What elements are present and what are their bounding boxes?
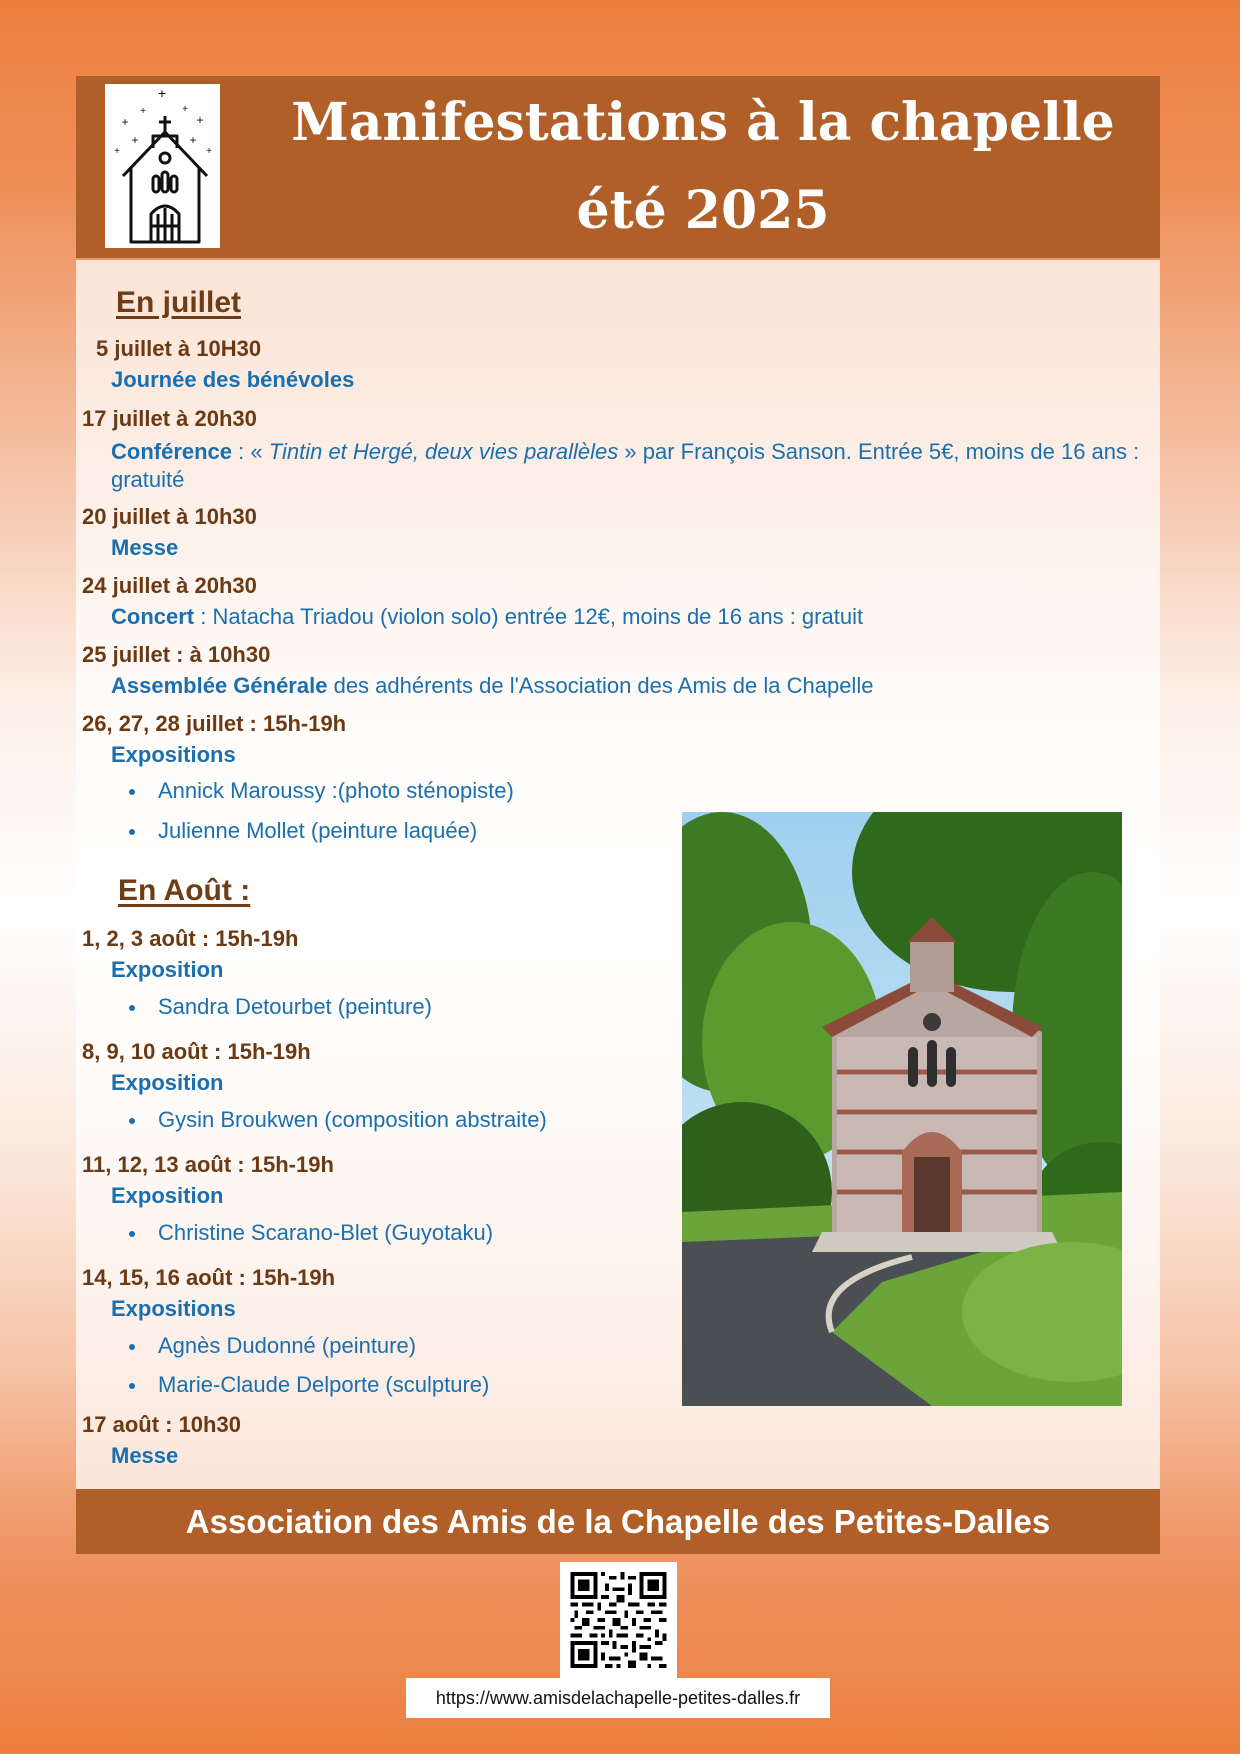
title-line-1: Manifestations à la chapelle [291, 92, 1115, 153]
event-title [111, 956, 223, 984]
svg-text:+: + [121, 115, 129, 129]
event-label: Exposition [111, 1183, 224, 1208]
list-item [158, 1220, 493, 1246]
list-item [158, 1107, 547, 1133]
bullet-icon [129, 1005, 135, 1011]
chapel-icon [105, 84, 220, 248]
artist-name: Marie-Claude Delporte (sculpture) [158, 1372, 490, 1397]
svg-text:+: + [114, 146, 120, 157]
event-date: 5 juillet à 10H30 [96, 336, 262, 361]
event-date: 25 juillet : à 10h30 [82, 642, 271, 667]
event-title [111, 1295, 236, 1323]
event-description [111, 603, 863, 631]
event-text: : « [232, 439, 269, 464]
event-label: Exposition [111, 957, 224, 982]
event-title [111, 1069, 223, 1097]
bullet-icon [129, 1118, 135, 1124]
artist-name: Agnès Dudonné (peinture) [158, 1333, 417, 1358]
event-date: 26, 27, 28 juillet : 15h-19h [82, 711, 347, 736]
event-label: Concert [111, 604, 195, 629]
event-label: Assemblée Générale [111, 673, 328, 698]
event-label: Messe [111, 535, 179, 560]
svg-text:+: + [189, 133, 197, 147]
event-date: 1, 2, 3 août : 15h-19h [82, 926, 299, 951]
event-label: Conférence [111, 439, 233, 464]
event-label: Expositions [111, 742, 236, 767]
svg-text:+: + [131, 133, 139, 147]
list-item [158, 778, 514, 804]
list-item [158, 1333, 416, 1359]
event-label: Exposition [111, 1070, 224, 1095]
event-label: Expositions [111, 1296, 236, 1321]
association-banner [76, 1489, 1160, 1554]
title-line-2: été 2025 [576, 180, 830, 241]
month-heading-august: En Août : [118, 874, 251, 907]
event-date: 17 août : 10h30 [82, 1412, 241, 1437]
event-date: 8, 9, 10 août : 15h-19h [82, 1039, 311, 1064]
website-url[interactable] [406, 1678, 830, 1718]
event-title [111, 741, 236, 769]
event-title [111, 1442, 178, 1470]
header-banner [76, 76, 1160, 258]
association-name: Association des Amis de la Chapelle des Petites-Dalles [185, 1502, 1051, 1540]
event-title [111, 366, 354, 394]
artist-name: Annick Maroussy :(photo sténopiste) [158, 778, 514, 803]
event-date: 11, 12, 13 août : 15h-19h [82, 1152, 334, 1177]
event-text: » par François Sanson. Entrée 5€, moins de 16 ans : gratuité [111, 439, 1140, 492]
chapel-photo [682, 812, 1122, 1406]
bullet-icon [129, 789, 135, 795]
list-item [158, 818, 477, 844]
event-description [111, 672, 873, 700]
artist-name: Christine Scarano-Blet (Guyotaku) [158, 1220, 494, 1245]
event-title [111, 1182, 223, 1210]
bullet-icon [129, 829, 135, 835]
url-text: https://www.amisdelachapelle-petites-dalles.fr [435, 1687, 801, 1708]
qr-code-icon[interactable] [560, 1562, 677, 1678]
event-description [111, 438, 1147, 494]
svg-text:+: + [157, 85, 167, 101]
page-title [246, 76, 1160, 258]
event-text: des adhérents de l'Association des Amis de la Chapelle [327, 673, 874, 698]
event-date: 20 juillet à 10h30 [82, 504, 257, 529]
list-item [158, 994, 432, 1020]
event-date: 17 juillet à 20h30 [82, 406, 257, 431]
artist-name: Sandra Detourbet (peinture) [158, 994, 432, 1019]
list-item [158, 1372, 489, 1398]
bullet-icon [129, 1383, 135, 1389]
event-label: Messe [111, 1443, 179, 1468]
bullet-icon [129, 1231, 135, 1237]
conference-title: Tintin et Hergé, deux vies parallèles [268, 439, 619, 464]
event-date: 24 juillet à 20h30 [82, 573, 257, 598]
artist-name: Gysin Broukwen (composition abstraite) [158, 1107, 547, 1132]
svg-text:+: + [206, 146, 212, 157]
event-date: 14, 15, 16 août : 15h-19h [82, 1265, 336, 1290]
bullet-icon [129, 1344, 135, 1350]
svg-text:+: + [196, 113, 204, 127]
svg-text:+: + [182, 104, 188, 115]
event-text: : Natacha Triadou (violon solo) entrée 12€, moins de 16 ans : gratuit [194, 604, 864, 629]
artist-name: Julienne Mollet (peinture laquée) [158, 818, 478, 843]
month-heading-july: En juillet [116, 286, 242, 319]
event-label: Journée des bénévoles [111, 367, 355, 392]
svg-text:+: + [140, 106, 146, 117]
event-title [111, 534, 178, 562]
